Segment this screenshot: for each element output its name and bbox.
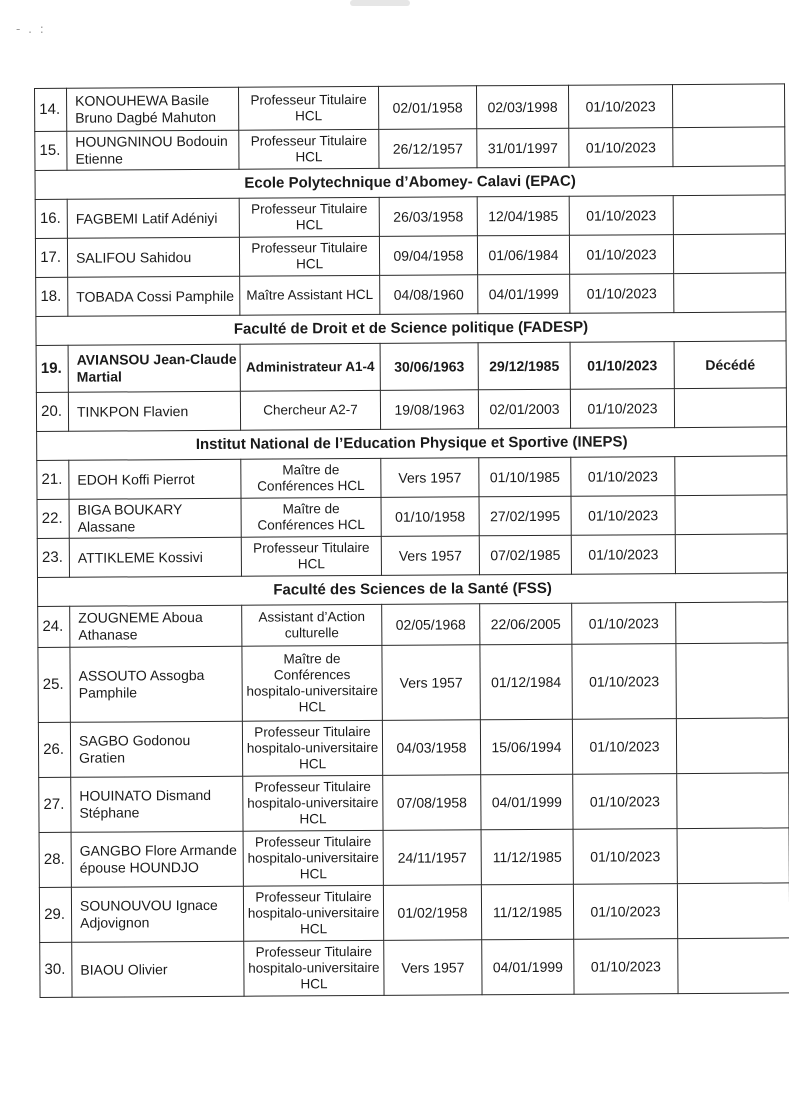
person-name: ZOUGNEME Aboua Athanase bbox=[70, 605, 242, 647]
service-entry-date-cell: 07/02/1985 bbox=[479, 535, 571, 575]
table-row bbox=[37, 456, 787, 500]
retirement-date-cell: 01/10/2023 bbox=[573, 774, 677, 830]
section-title: Institut National de l’Education Physique et Sportive (INEPS) bbox=[37, 427, 787, 461]
scan-mark: - . : bbox=[16, 22, 46, 36]
grade-cell: Professeur Titulaire HCL bbox=[241, 536, 381, 576]
grade-cell: Assistant d’Action culturelle bbox=[242, 604, 382, 646]
table-body bbox=[35, 84, 789, 998]
row-number: 18. bbox=[36, 277, 68, 316]
row-number: 21. bbox=[37, 460, 69, 499]
birth-date-cell: 30/06/1963 bbox=[380, 343, 478, 391]
grade-cell: Maître de Conférences hospitalo-universitaire HCL bbox=[242, 645, 382, 721]
section-header-row bbox=[36, 312, 786, 346]
retirement-date-cell: 01/10/2023 bbox=[569, 128, 673, 168]
retirement-date-cell: 01/10/2023 bbox=[572, 644, 676, 720]
observation-cell bbox=[672, 84, 784, 128]
person-name: ATTIKLEME Kossivi bbox=[69, 537, 241, 577]
observation-cell bbox=[676, 643, 788, 719]
grade-cell: Professeur Titulaire HCL bbox=[239, 129, 379, 169]
observation-cell bbox=[673, 195, 785, 235]
birth-date-cell: Vers 1957 bbox=[381, 536, 479, 576]
row-number: 30. bbox=[40, 942, 72, 997]
person-name: HOUNGNINOU Bodouin Etienne bbox=[67, 130, 239, 170]
section-title: Faculté de Droit et de Science politique (FADESP) bbox=[36, 312, 786, 346]
observation-cell bbox=[678, 938, 789, 994]
row-number: 16. bbox=[35, 199, 67, 238]
retirement-date-cell: 01/10/2023 bbox=[571, 496, 675, 536]
birth-date-cell: 19/08/1963 bbox=[380, 390, 478, 430]
row-number: 26. bbox=[38, 722, 70, 777]
person-name: EDOH Koffi Pierrot bbox=[69, 459, 241, 499]
observation-cell bbox=[675, 456, 787, 496]
observation-cell bbox=[676, 718, 788, 774]
grade-cell: Chercheur A2-7 bbox=[240, 390, 380, 430]
person-name: SAGBO Godonou Gratien bbox=[70, 721, 242, 777]
person-name: SOUNOUVOU Ignace Adjovignon bbox=[71, 886, 243, 942]
retirement-date-cell: 01/10/2023 bbox=[569, 196, 673, 236]
birth-date-cell: 07/08/1958 bbox=[383, 775, 481, 831]
table-row bbox=[37, 534, 787, 578]
table-row bbox=[36, 341, 786, 393]
observation-cell: Décédé bbox=[674, 341, 786, 389]
table-row bbox=[35, 195, 785, 239]
table-row bbox=[38, 602, 788, 648]
grade-cell: Professeur Titulaire HCL bbox=[239, 236, 379, 276]
person-name: FAGBEMI Latif Adéniyi bbox=[67, 198, 239, 238]
table-row bbox=[38, 643, 788, 723]
grade-cell: Professeur Titulaire hospitalo-universitaire HCL bbox=[243, 885, 383, 941]
grade-cell: Professeur Titulaire hospitalo-universitaire HCL bbox=[243, 775, 383, 831]
service-entry-date-cell: 27/02/1995 bbox=[479, 496, 571, 536]
retirement-date-cell: 01/10/2023 bbox=[570, 342, 674, 390]
service-entry-date-cell: 01/10/1985 bbox=[479, 457, 571, 497]
person-name: HOUINATO Dismand Stéphane bbox=[71, 776, 243, 832]
person-name: ASSOUTO Assogba Pamphile bbox=[70, 646, 242, 722]
retirement-date-cell: 01/10/2023 bbox=[571, 457, 675, 497]
birth-date-cell: 01/02/1958 bbox=[383, 885, 481, 941]
retirement-date-cell: 01/10/2023 bbox=[571, 535, 675, 575]
row-number: 15. bbox=[35, 131, 67, 170]
retirement-date-cell: 01/10/2023 bbox=[574, 939, 678, 995]
observation-cell bbox=[674, 388, 786, 428]
row-number: 20. bbox=[36, 392, 68, 431]
birth-date-cell: 04/03/1958 bbox=[382, 720, 480, 776]
grade-cell: Professeur Titulaire HCL bbox=[238, 86, 378, 130]
retirement-date-cell: 01/10/2023 bbox=[568, 85, 672, 129]
section-title: Ecole Polytechnique d’Abomey- Calavi (EPAC) bbox=[35, 166, 785, 200]
row-number: 29. bbox=[39, 887, 71, 942]
retirement-date-cell: 01/10/2023 bbox=[570, 389, 674, 429]
service-entry-date-cell: 12/04/1985 bbox=[477, 196, 569, 236]
person-name: KONOUHEWA Basile Bruno Dagbé Mahuton bbox=[67, 87, 239, 131]
retirement-date-cell: 01/10/2023 bbox=[572, 603, 676, 645]
person-name: TOBADA Cossi Pamphile bbox=[68, 276, 240, 316]
table-row bbox=[36, 273, 786, 317]
table-row bbox=[39, 883, 789, 943]
birth-date-cell: 02/01/1958 bbox=[378, 86, 476, 130]
row-number: 17. bbox=[35, 238, 67, 277]
row-number: 22. bbox=[37, 499, 69, 538]
service-entry-date-cell: 02/03/1998 bbox=[476, 85, 568, 129]
row-number: 25. bbox=[38, 647, 70, 722]
row-number: 19. bbox=[36, 345, 68, 392]
retirement-date-cell: 01/10/2023 bbox=[569, 235, 673, 275]
table-row bbox=[35, 84, 785, 132]
observation-cell bbox=[676, 602, 788, 644]
person-name: TINKPON Flavien bbox=[68, 391, 240, 431]
row-number: 14. bbox=[35, 88, 67, 131]
grade-cell: Professeur Titulaire hospitalo-universitaire HCL bbox=[242, 720, 382, 776]
grade-cell: Professeur Titulaire HCL bbox=[239, 197, 379, 237]
grade-cell: Maître de Conférences HCL bbox=[241, 458, 381, 498]
observation-cell bbox=[673, 127, 785, 167]
scan-smudge bbox=[350, 0, 410, 6]
service-entry-date-cell: 29/12/1985 bbox=[478, 342, 570, 390]
table-row bbox=[35, 234, 785, 278]
retirement-date-cell: 01/10/2023 bbox=[573, 829, 677, 885]
retirement-date-cell: 01/10/2023 bbox=[570, 274, 674, 314]
row-number: 23. bbox=[37, 538, 69, 577]
table-row bbox=[37, 495, 787, 539]
service-entry-date-cell: 11/12/1985 bbox=[481, 884, 573, 940]
service-entry-date-cell: 04/01/1999 bbox=[478, 274, 570, 314]
service-entry-date-cell: 02/01/2003 bbox=[478, 389, 570, 429]
service-entry-date-cell: 31/01/1997 bbox=[477, 128, 569, 168]
birth-date-cell: Vers 1957 bbox=[384, 940, 482, 996]
observation-cell bbox=[675, 534, 787, 574]
section-title: Faculté des Sciences de la Santé (FSS) bbox=[37, 573, 787, 607]
service-entry-date-cell: 04/01/1999 bbox=[481, 774, 573, 830]
birth-date-cell: 26/12/1957 bbox=[379, 129, 477, 169]
grade-cell: Maître Assistant HCL bbox=[240, 275, 380, 315]
grade-cell: Maître de Conférences HCL bbox=[241, 497, 381, 537]
retirement-list-table bbox=[34, 83, 789, 998]
birth-date-cell: 09/04/1958 bbox=[379, 236, 477, 276]
service-entry-date-cell: 04/01/1999 bbox=[482, 939, 574, 995]
observation-cell bbox=[673, 234, 785, 274]
observation-cell bbox=[677, 883, 789, 939]
person-name: BIGA BOUKARY Alassane bbox=[69, 498, 241, 538]
person-name: SALIFOU Sahidou bbox=[67, 237, 239, 277]
table-row bbox=[40, 938, 789, 998]
section-header-row bbox=[37, 427, 787, 461]
birth-date-cell: 24/11/1957 bbox=[383, 830, 481, 886]
table-row bbox=[36, 388, 786, 432]
service-entry-date-cell: 01/06/1984 bbox=[477, 235, 569, 275]
birth-date-cell: 26/03/1958 bbox=[379, 197, 477, 237]
birth-date-cell: 04/08/1960 bbox=[380, 275, 478, 315]
person-name: GANGBO Flore Armande épouse HOUNDJO bbox=[71, 831, 243, 887]
retirement-date-cell: 01/10/2023 bbox=[572, 719, 676, 775]
row-number: 28. bbox=[39, 832, 71, 887]
section-header-row bbox=[37, 573, 787, 607]
table-row bbox=[39, 828, 789, 888]
person-name: BIAOU Olivier bbox=[72, 941, 244, 997]
retirement-date-cell: 01/10/2023 bbox=[573, 884, 677, 940]
birth-date-cell: 02/05/1968 bbox=[382, 604, 480, 646]
birth-date-cell: Vers 1957 bbox=[382, 645, 480, 721]
grade-cell: Professeur Titulaire hospitalo-universitaire HCL bbox=[244, 940, 384, 996]
person-name: AVIANSOU Jean-Claude Martial bbox=[68, 344, 240, 392]
row-number: 24. bbox=[38, 606, 70, 647]
observation-cell bbox=[677, 773, 789, 829]
table-row bbox=[39, 773, 789, 833]
row-number: 27. bbox=[39, 777, 71, 832]
observation-cell bbox=[677, 828, 789, 884]
table-row bbox=[35, 127, 785, 171]
grade-cell: Administrateur A1-4 bbox=[240, 343, 380, 391]
service-entry-date-cell: 15/06/1994 bbox=[480, 719, 572, 775]
service-entry-date-cell: 22/06/2005 bbox=[480, 603, 572, 645]
service-entry-date-cell: 11/12/1985 bbox=[481, 829, 573, 885]
section-header-row bbox=[35, 166, 785, 200]
grade-cell: Professeur Titulaire hospitalo-universitaire HCL bbox=[243, 830, 383, 886]
birth-date-cell: Vers 1957 bbox=[381, 458, 479, 498]
observation-cell bbox=[675, 495, 787, 535]
table-row bbox=[38, 718, 788, 778]
birth-date-cell: 01/10/1958 bbox=[381, 497, 479, 537]
service-entry-date-cell: 01/12/1984 bbox=[480, 644, 572, 720]
observation-cell bbox=[674, 273, 786, 313]
